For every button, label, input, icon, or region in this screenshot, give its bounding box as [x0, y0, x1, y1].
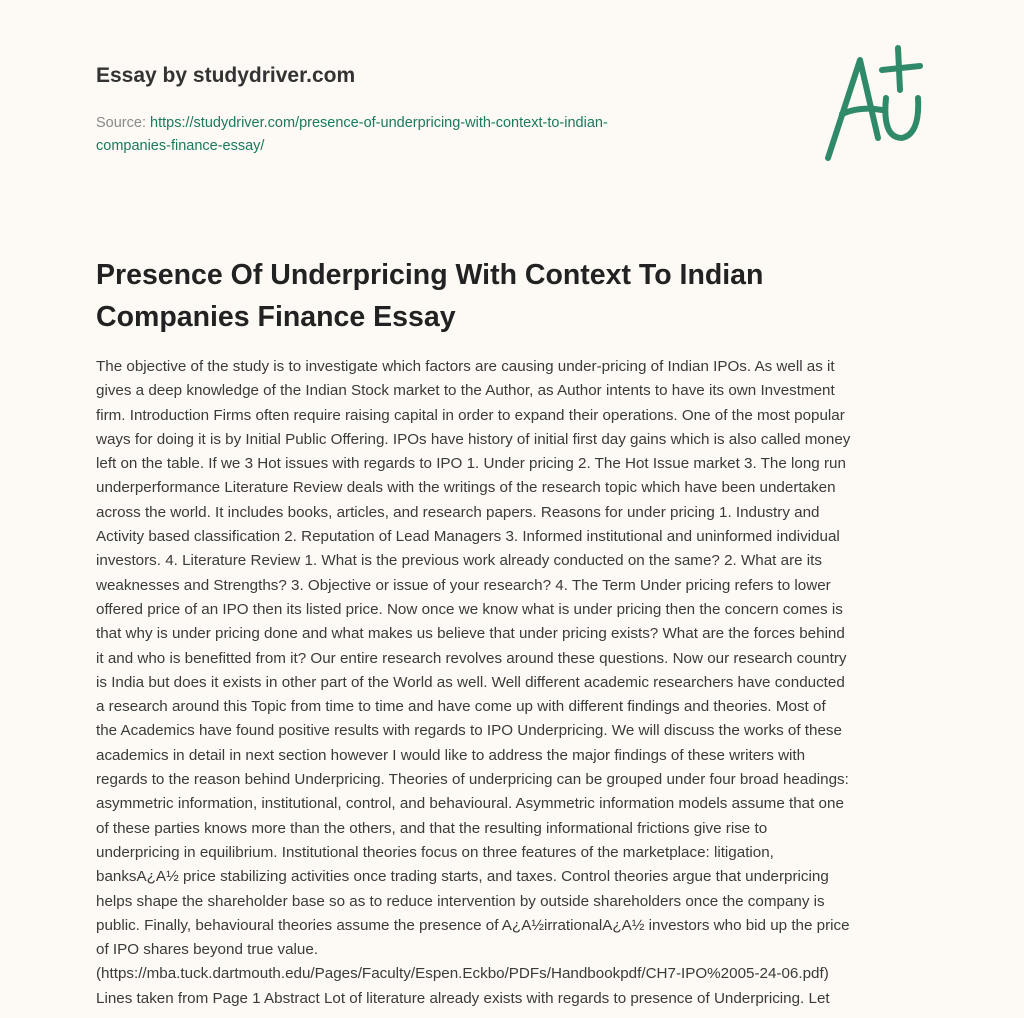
essay-line: (https://mba.tuck.dartmouth.edu/Pages/Faculty/Espen.Eckbo/PDFs/Handbookpdf/CH7-IPO%2005-24-06.pdf)	[96, 965, 829, 983]
source-label: Source:	[96, 115, 146, 131]
essay-line: across the world. It includes books, articles, and research papers. Reasons for under pricing 1. Industry and	[96, 503, 820, 521]
essay-line: that why is under pricing done and what makes us believe that under pricing exists? What are the forces behind	[96, 625, 845, 643]
essay-line: firm. Introduction Firms often require raising capital in order to expand their operations. One of the most popular	[96, 406, 845, 424]
essay-line: academics in detail in next section however I would like to address the major findings of these writers with	[96, 746, 806, 764]
essay-line: public. Finally, behavioural theories assume the presence of A¿A½irrationalA¿A½ investors who bid up the price	[96, 916, 850, 934]
essay-line: underperformance Literature Review deals with the writings of the research topic which have been undertaken	[96, 479, 836, 497]
essay-line: weaknesses and Strengths? 3. Objective or issue of your research? 4. The Term Under pricing refers to lower	[96, 576, 831, 594]
essay-line: a research around this Topic from time to time and have come up with different findings and theories. Most of	[96, 698, 826, 716]
essay-line: it and who is benefitted from it? Our entire research revolves around these questions. Now our research country	[96, 649, 847, 667]
essay-line: the Academics have found positive results with regards to IPO Underpricing. We will discuss the works of these	[96, 722, 842, 740]
essay-line: of these parties knows more than the others, and that the resulting informational frictions give rise to	[96, 819, 768, 837]
site-name: Essay by studydriver.com	[96, 64, 356, 87]
essay-line: left on the table. If we 3 Hot issues with regards to IPO 1. Under pricing 2. The Hot Issue market 3. The long run	[96, 455, 846, 473]
essay-line: banksA¿A½ price stabilizing activities once trading starts, and taxes. Control theories argue that underpricing	[96, 868, 829, 886]
source-link[interactable]: https://studydriver.com/presence-of-underpricing-with-context-to-indian-	[150, 115, 608, 131]
essay-line: gives a deep knowledge of the Indian Stock market to the Author, as Author intents to have its own Investment	[96, 382, 835, 400]
title-line-2: Companies Finance Essay	[96, 301, 456, 333]
essay-line: The objective of the study is to investigate which factors are causing under-pricing of Indian IPOs. As well as it	[96, 358, 835, 375]
source	[96, 112, 608, 158]
essay-line: of IPO shares beyond true value.	[96, 941, 319, 959]
essay-line: ways for doing it is by Initial Public Offering. IPOs have history of initial first day gains which is also called money	[96, 430, 851, 448]
essay-line: offered price of an IPO then its listed price. Now once we know what is under pricing then the concern comes is	[96, 600, 843, 618]
source-link-continued[interactable]: companies-finance-essay/	[96, 138, 265, 154]
essay-line: helps shape the shareholder base so as to reduce intervention by outside shareholders once the company is	[96, 892, 825, 910]
essay-line: Activity based classification 2. Reputation of Lead Managers 3. Informed institutional and uninformed individual	[96, 528, 840, 546]
essay-line: asymmetric information, institutional, control, and behavioural. Asymmetric information models assume that one	[96, 795, 844, 813]
essay-line: underpricing in equilibrium. Institutional theories focus on three features of the marketplace: litigation,	[96, 843, 774, 861]
essay-line: investors. 4. Literature Review 1. What is the previous work already conducted on the same? 2. What are its	[96, 552, 822, 570]
essay-line: is India but does it exists in other part of the World as well. Well different academic researchers have conducted	[96, 673, 845, 691]
page-title	[96, 254, 763, 338]
essay-body	[96, 355, 850, 1011]
a-plus-logo-icon	[820, 38, 930, 164]
essay-line: regards to the reason behind Underpricing. Theories of underpricing can be grouped under four broad headings:	[96, 771, 849, 789]
title-line-1: Presence Of Underpricing With Context To Indian	[96, 259, 764, 291]
essay-line: Lines taken from Page 1 Abstract Lot of literature already exists with regards to presence of Underpricing. Let	[96, 989, 830, 1007]
